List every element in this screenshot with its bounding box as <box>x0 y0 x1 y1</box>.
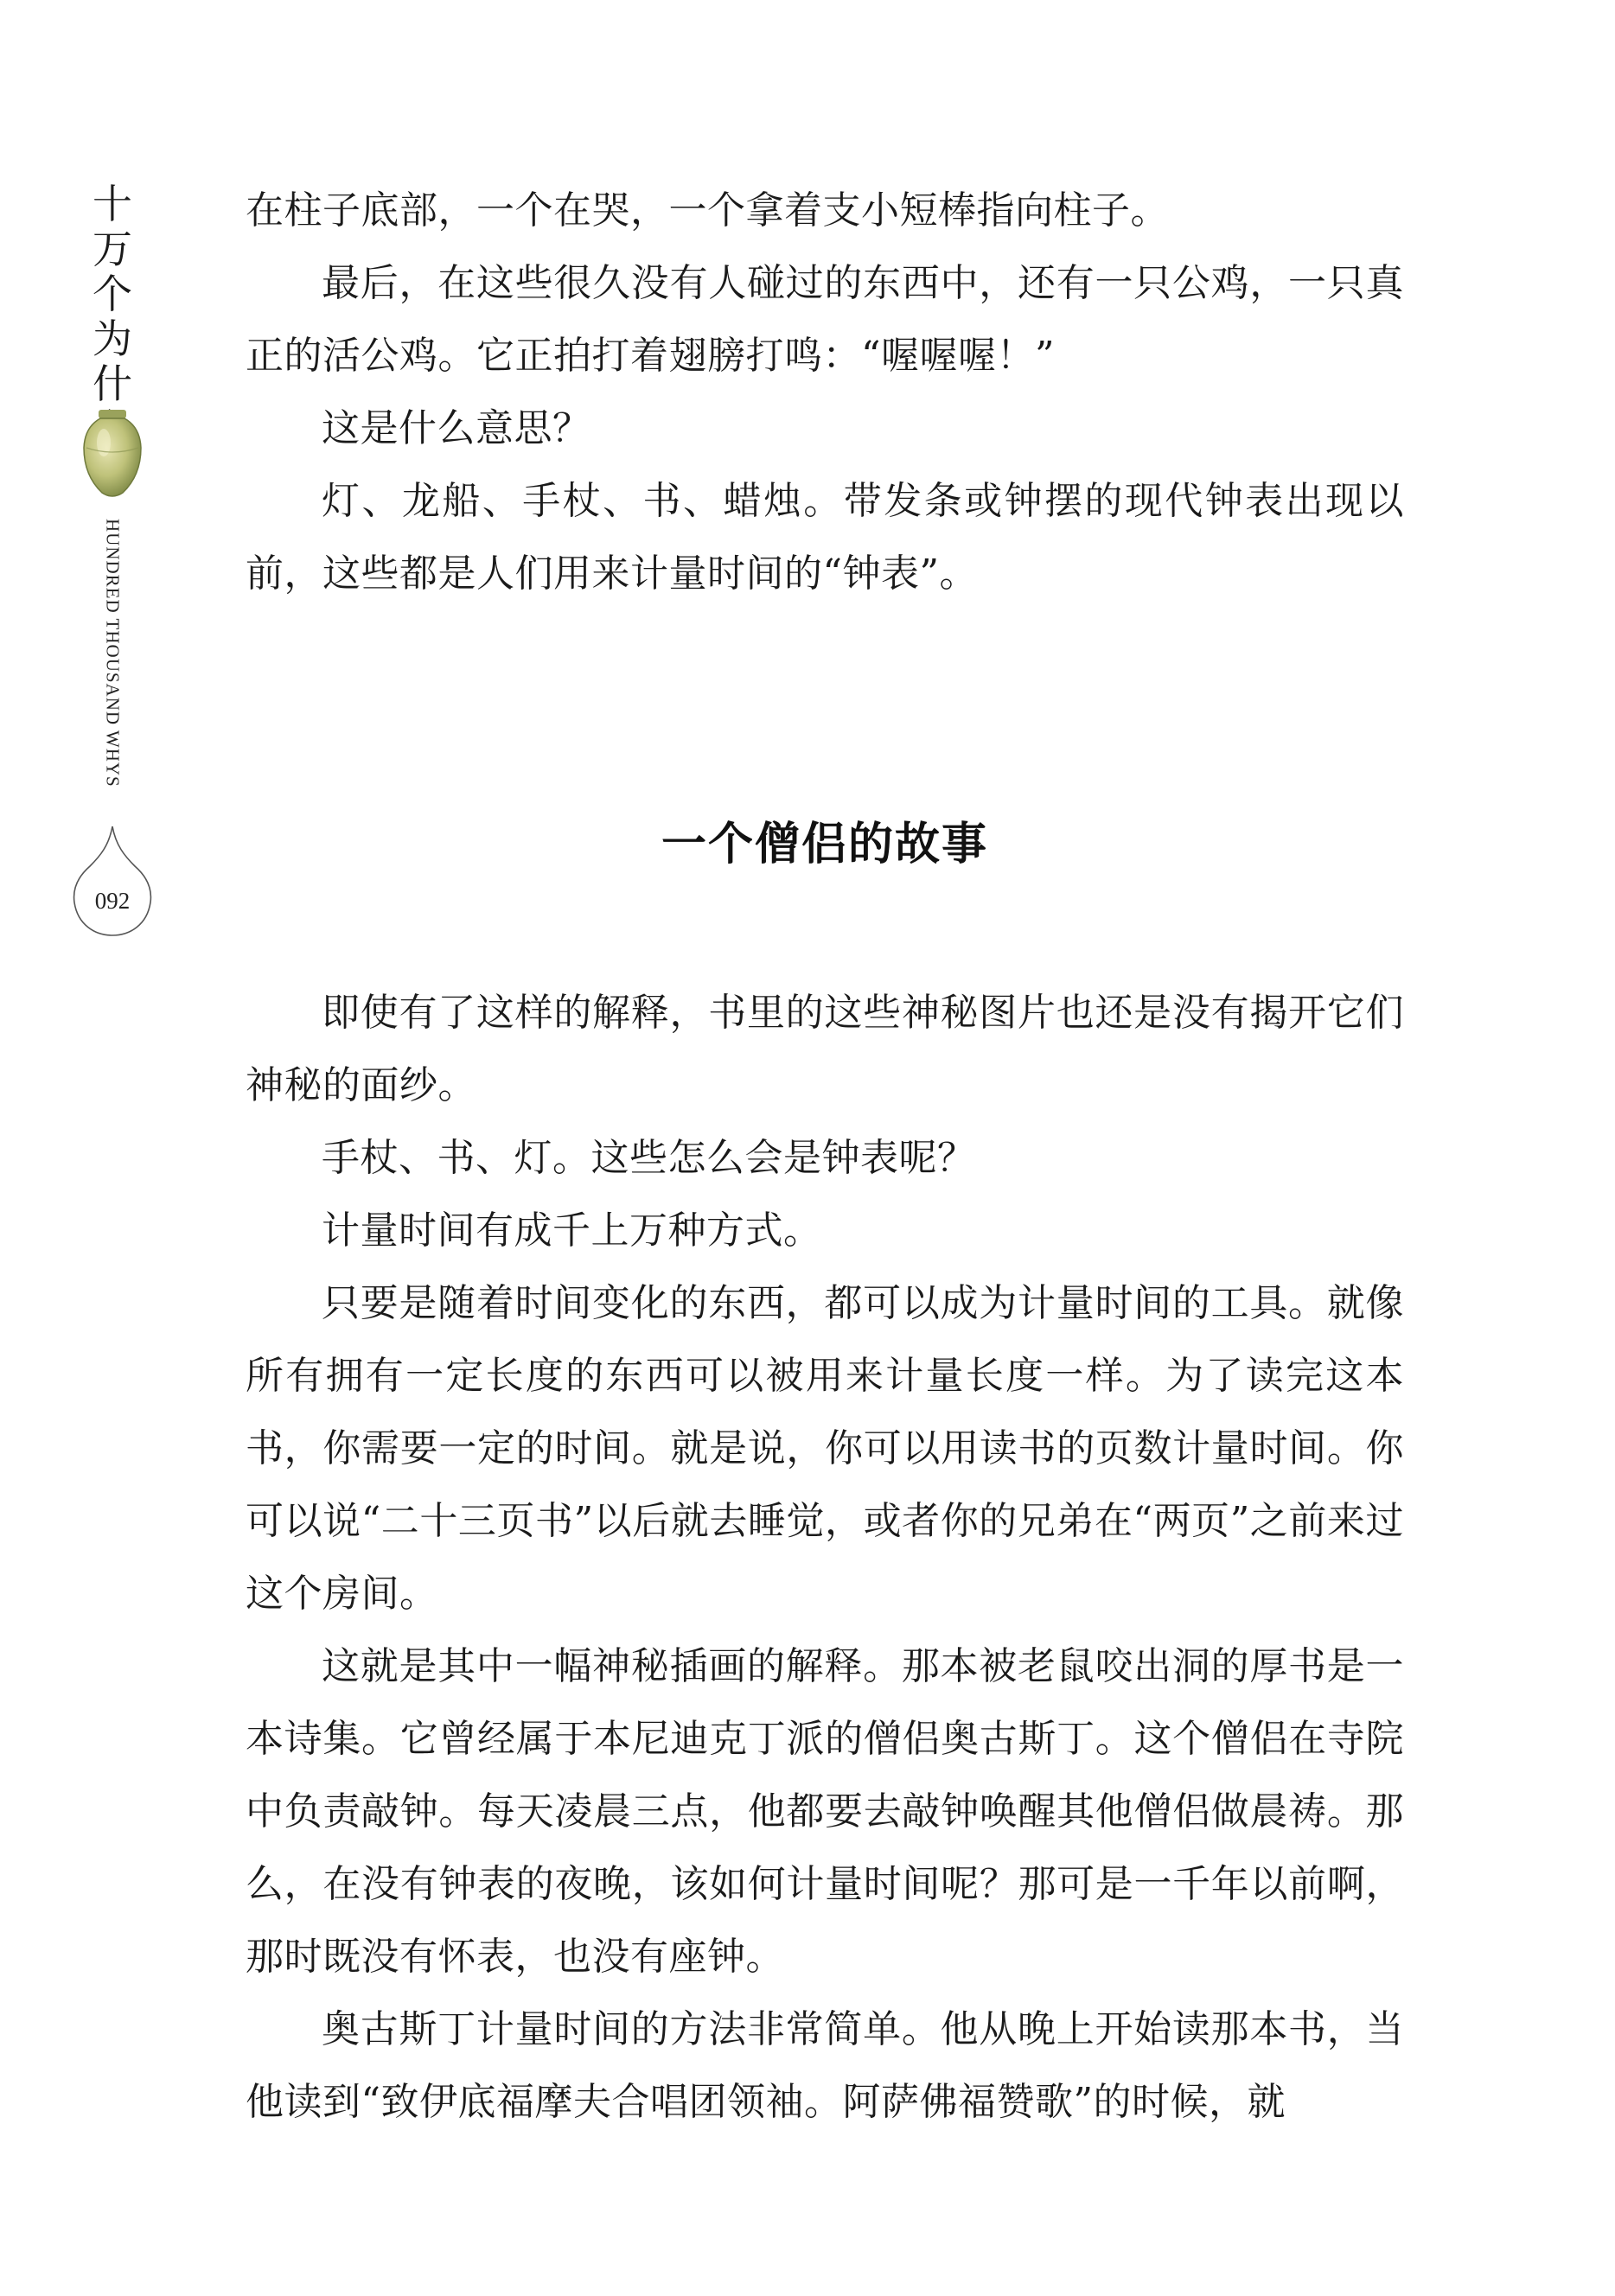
body-paragraph: 即使有了这样的解释，书里的这些神秘图片也还是没有揭开它们神秘的面纱。 <box>246 991 1404 1107</box>
body-paragraph: 灯、龙船、手杖、书、蜡烛。带发条或钟摆的现代钟表出现以前，这些都是人们用来计量时间的“钟表”。 <box>246 479 1404 596</box>
body-paragraph: 这就是其中一幅神秘插画的解释。那本被老鼠咬出洞的厚书是一本诗集。它曾经属于本尼迪克丁派的僧侣奥古斯丁。这个僧侣在寺院中负责敲钟。每天凌晨三点，他都要去敲钟唤醒其他僧侣做晨祷。那么，在没有钟表的夜晚，该如何计量时间呢？那可是一千年以前啊，那时既没有怀表，也没有座钟。 <box>246 1644 1404 1979</box>
page-body <box>246 175 1404 2139</box>
section-title: 一个僧侣的故事 <box>661 819 988 871</box>
body-paragraph: 手杖、书、灯。这些怎么会是钟表呢？ <box>322 1136 976 1180</box>
body-paragraph: 在柱子底部，一个在哭，一个拿着支小短棒指向柱子。 <box>246 188 1169 233</box>
body-paragraph: 奥古斯丁计量时间的方法非常简单。他从晚上开始读那本书，当他读到“致伊底福摩夫合唱团领袖。阿萨佛福赞歌”的时候，就 <box>246 2007 1404 2124</box>
series-title-english-text: HUNDRED THOUSAND WHYS <box>102 519 124 788</box>
body-paragraph: 这是什么意思？ <box>322 406 591 450</box>
body-paragraph: 只要是随着时间变化的东西，都可以成为计量时间的工具。就像所有拥有一定长度的东西可以被用来计量长度一样。为了读完这本书，你需要一定的时间。就是说，你可以用读书的页数计量时间。你可以说“二十三页书”以后就去睡觉，或者你的兄弟在“两页”之前来过这个房间。 <box>246 1281 1404 1616</box>
page-number-badge <box>71 823 154 939</box>
page-number: 092 <box>94 888 131 914</box>
series-title: 十万个为什 <box>93 181 132 407</box>
body-paragraph: 最后，在这些很久没有人碰过的东西中，还有一只公鸡，一只真正的活公鸡。它正拍打着翅膀打鸣：“喔喔喔！” <box>246 261 1404 378</box>
clay-jar-icon <box>80 408 145 500</box>
body-paragraph: 计量时间有成千上万种方式。 <box>322 1209 822 1253</box>
droplet-icon <box>71 823 154 939</box>
